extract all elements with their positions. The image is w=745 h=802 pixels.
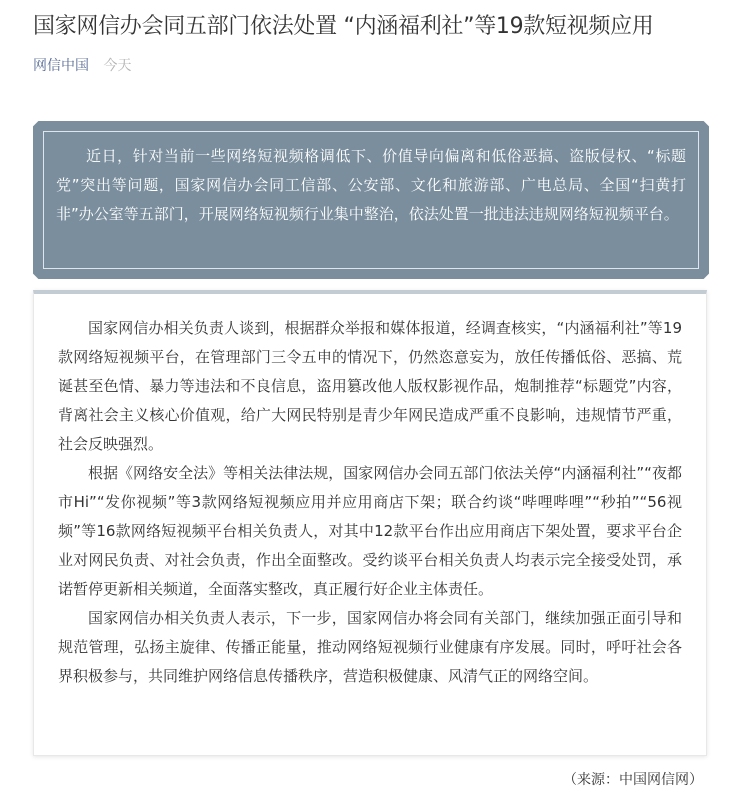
corner-notch [26, 273, 39, 286]
publish-date: 今天 [103, 58, 132, 74]
article-body [33, 290, 707, 756]
corner-notch [703, 273, 716, 286]
article-meta [33, 56, 131, 76]
corner-notch [26, 114, 39, 127]
body-paragraph: 国家网信办相关负责人表示，下一步，国家网信办将会同有关部门，继续加强正面引导和规范管理，弘扬主旋律、传播正能量，推动网络短视频行业健康有序发展。同时，呼吁社会各界积极参与，共同维护网络信息传播秩序，营造积极健康、风清气正的网络空间。 [58, 609, 682, 685]
body-paragraph: 根据《网络安全法》等相关法律法规，国家网信办会同五部门依法关停“内涵福利社”“夜都市Hi”“发你视频”等3款网络短视频应用并应用商店下架；联合约谈“哔哩哔哩”“秒拍”“56视频”等16款网络短视频平台相关负责人，对其中12款平台作出应用商店下架处置，要求平台企业对网民负责、对社会负责，作出全面整改。受约谈平台相关负责人均表示完全接受处罚，承诺暂停更新相关频道，全面落实整改，真正履行好企业主体责任。 [58, 464, 682, 598]
body-paragraph: 国家网信办相关负责人谈到，根据群众举报和媒体报道，经调查核实，“内涵福利社”等19款网络短视频平台，在管理部门三令五申的情况下，仍然恣意妄为，放任传播低俗、恶搞、荒诞甚至色情、暴力等违法和不良信息，盗用篡改他人版权影视作品，炮制推荐“标题党”内容，背离社会主义核心价值观，给广大网民特别是青少年网民造成严重不良影响，违规情节严重，社会反映强烈。 [58, 319, 682, 453]
summary-frame [43, 131, 699, 269]
summary-text: 近日，针对当前一些网络短视频格调低下、价值导向偏离和低俗恶搞、盗版侵权、“标题党”突出等问题，国家网信办会同工信部、公安部、文化和旅游部、广电总局、全国“扫黄打非”办公室等五部门，开展网络短视频行业集中整治，依法处置一批违法违规网络短视频平台。 [56, 147, 686, 223]
summary-box [33, 121, 709, 279]
corner-notch [703, 114, 716, 127]
article-title: 国家网信办会同五部门依法处置 “内涵福利社”等19款短视频应用 [33, 14, 654, 39]
source-credit: （来源：中国网信网） [563, 772, 703, 788]
account-name-link[interactable]: 网信中国 [33, 58, 89, 74]
